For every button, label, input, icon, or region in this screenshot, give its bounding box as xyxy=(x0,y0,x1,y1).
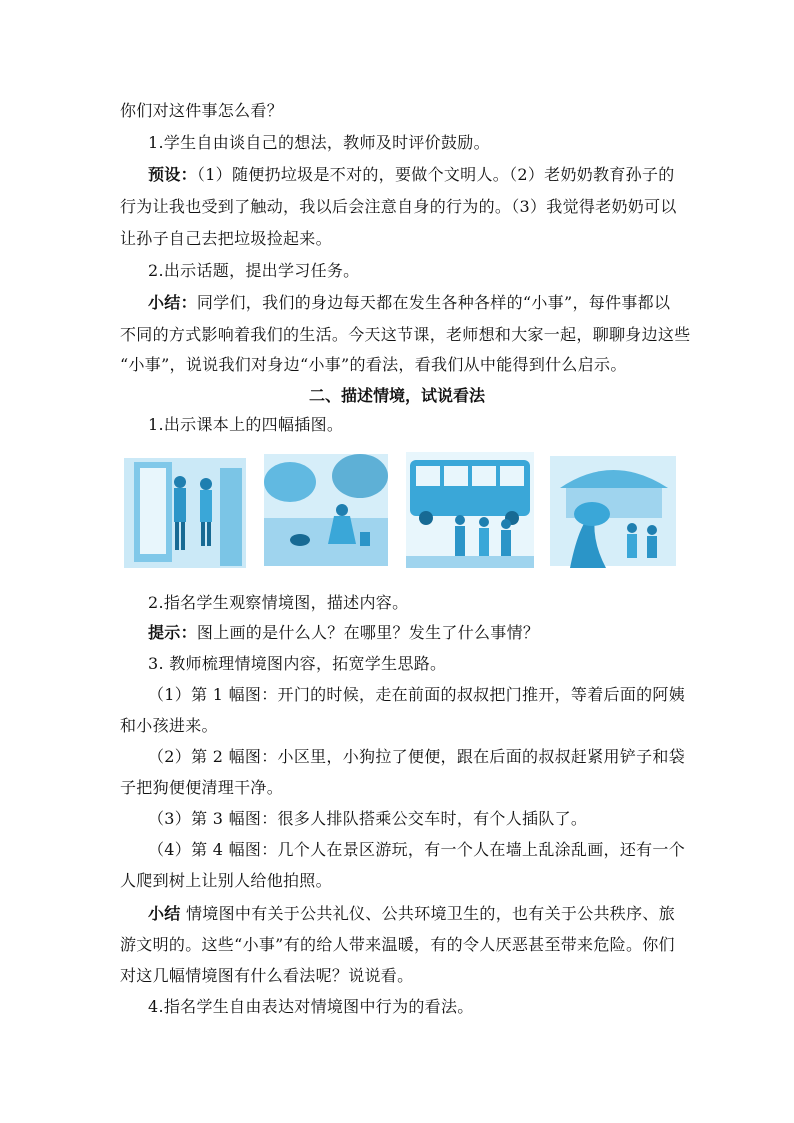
text-line: 行为让我也受到了触动，我以后会注意自身的行为的。（3）我觉得老奶奶可以 xyxy=(120,197,677,216)
label-hint: 提示： xyxy=(148,623,197,642)
text-line xyxy=(148,623,708,643)
text-line: 不同的方式影响着我们的生活。今天这节课，老师想和大家一起，聊聊身边这些 xyxy=(120,325,691,344)
text-line: （3）第 3 幅图：很多人排队搭乘公交车时，有个人插队了。 xyxy=(148,809,588,828)
text-line: 2.指名学生观察情境图，描述内容。 xyxy=(148,593,409,612)
text-line: （1）第 1 幅图：开门的时候，走在前面的叔叔把门推开，等着后面的阿姨 xyxy=(148,685,686,704)
text-line: 子把狗便便清理干净。 xyxy=(120,778,284,797)
section-heading: 二、描述情境，试说看法 xyxy=(308,386,485,405)
line-text: 情境图中有关于公共礼仪、公共环境卫生的，也有关于公共秩序、旅 xyxy=(180,904,675,923)
text-line: 你们对这件事怎么看？ xyxy=(120,101,284,120)
text-line: 1.出示课本上的四幅插图。 xyxy=(148,415,344,434)
text-line xyxy=(148,904,708,924)
text-line: （2）第 2 幅图：小区里，小狗拉了便便，跟在后面的叔叔赶紧用铲子和袋 xyxy=(148,747,686,766)
line-text: 图上画的是什么人？在哪里？发生了什么事情？ xyxy=(196,623,540,642)
line-text: （1）随便扔垃圾是不对的，要做个文明人。（2）老奶奶教育孙子的 xyxy=(196,165,675,184)
text-line: 2.出示话题，提出学习任务。 xyxy=(148,261,360,280)
illustration-bus-scene xyxy=(406,452,534,568)
illustration-door-scene xyxy=(124,458,246,568)
text-line: 人爬到树上让别人给他拍照。 xyxy=(120,871,332,890)
label-summary: 小结 xyxy=(148,904,181,923)
text-line: 4.指名学生自由表达对情境图中行为的看法。 xyxy=(148,997,474,1016)
line-text: 同学们，我们的身边每天都在发生各种各样的“小事”，每件事都以 xyxy=(196,293,671,312)
text-line xyxy=(148,293,708,313)
text-line: 游文明的。这些“小事”有的给人带来温暖，有的令人厌恶甚至带来危险。你们 xyxy=(120,935,675,954)
text-line xyxy=(148,165,708,185)
illustration-dog-scene xyxy=(264,454,388,566)
text-line: 让孙子自己去把垃圾捡起来。 xyxy=(120,229,332,248)
label-preset: 预设： xyxy=(148,165,197,184)
text-line: 对这几幅情境图有什么看法呢？说说看。 xyxy=(120,966,414,985)
text-line: “小事”，说说我们对身边“小事”的看法，看我们从中能得到什么启示。 xyxy=(120,355,627,374)
textbook-illustrations xyxy=(120,448,680,573)
text-line: 3. 教师梳理情境图内容，拓宽学生思路。 xyxy=(148,654,447,673)
illustration-park-scene xyxy=(550,456,676,568)
text-line: （4）第 4 幅图：几个人在景区游玩，有一个人在墙上乱涂乱画，还有一个 xyxy=(148,840,686,859)
text-line: 和小孩进来。 xyxy=(120,716,218,735)
text-line: 1.学生自由谈自己的想法，教师及时评价鼓励。 xyxy=(148,133,490,152)
label-summary: 小结： xyxy=(148,293,197,312)
